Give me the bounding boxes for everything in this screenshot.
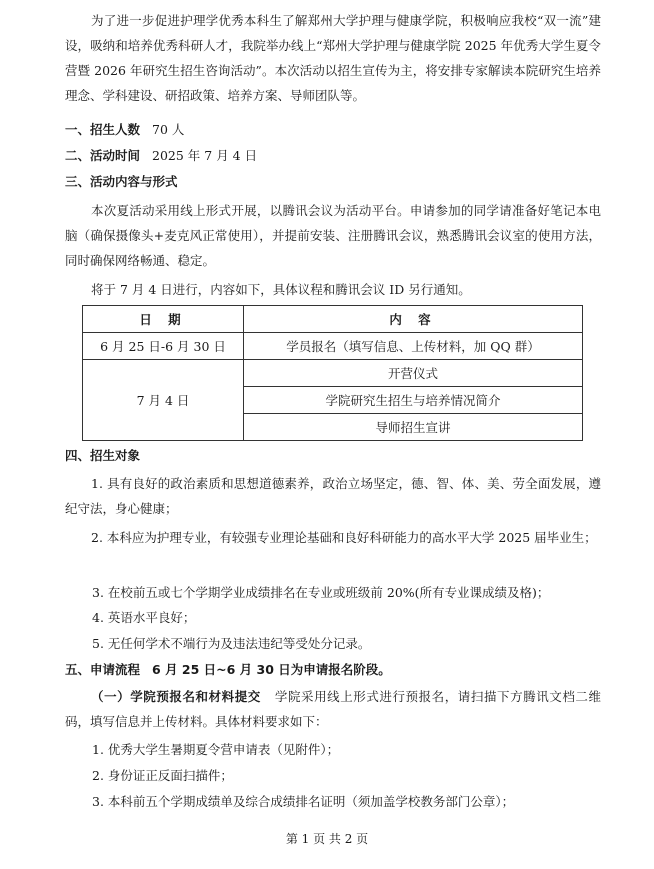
table-row xyxy=(83,360,583,387)
criteria-item: 5. 无任何学术不端行为及违法违纪等受处分记录。 xyxy=(92,636,371,651)
header-date: 日 期 xyxy=(83,306,244,333)
process-sub-title: （一）学院预报名和材料提交 xyxy=(91,689,261,704)
row1-content: 学员报名（填写信息、上传材料，加 QQ 群） xyxy=(244,333,583,360)
schedule-note: 将于 7 月 4 日进行，内容如下，具体议程和腾讯会议 ID 另行通知。 xyxy=(91,282,471,297)
section-time-title: 二、活动时间 xyxy=(65,148,141,163)
row2-item-3: 导师招生宣讲 xyxy=(244,414,583,441)
section-process xyxy=(65,660,391,680)
process-period: 6 月 25 日~6 月 30 日为申请报名阶段。 xyxy=(152,662,391,677)
section-target-title: 四、招生对象 xyxy=(65,448,141,463)
material-item: 2. 身份证正反面扫描件； xyxy=(92,768,233,783)
section-process-title: 五、申请流程 xyxy=(65,662,141,677)
activity-paragraph: 本次夏活动采用线上形式开展，以腾讯会议为活动平台。申请参加的同学请准备好笔记本电脑（确保摄像头+麦克风正常使用），并提前安装、注册腾讯会议，熟悉腾讯会议室的使用方法，同时确保网络畅通、稳定。 xyxy=(65,203,601,268)
row2-date: 7 月 4 日 xyxy=(83,360,244,441)
intro-paragraph: 为了进一步促进护理学优秀本科生了解郑州大学护理与健康学院，积极响应我校“双一流”建设，吸纳和培养优秀科研人才，我院举办线上“郑州大学护理与健康学院 2025 年优秀大学生夏令营暨 2026 年研究生招生咨询活动”。本次活动以招生宣传为主，将安排专家解读本院研究生培养理念、学科建设、研招政策、培养方案、导师团队等。 xyxy=(65,13,601,103)
material-item: 1. 优秀大学生暑期夏令营申请表（见附件）； xyxy=(92,742,340,757)
process-sub-text: 学院采用线上形式进行预报名，请扫描下方腾讯文档二维码，填写信息并上传材料。具体材料要求如下： xyxy=(65,689,601,729)
process-subsection xyxy=(65,684,601,734)
table-header-row xyxy=(83,306,583,333)
row2-item-1: 开营仪式 xyxy=(244,360,583,387)
enrollment-count: 70 人 xyxy=(152,122,185,137)
row2-item-2: 学院研究生招生与培养情况简介 xyxy=(244,387,583,414)
table-row xyxy=(83,333,583,360)
section-enrollment xyxy=(65,120,184,140)
section-enrollment-title: 一、招生人数 xyxy=(65,122,141,137)
header-content: 内 容 xyxy=(244,306,583,333)
section-time xyxy=(65,146,257,166)
material-item: 3. 本科前五个学期成绩单及综合成绩排名证明（须加盖学校教务部门公章）； xyxy=(92,794,515,809)
criteria-item: 1. 具有良好的政治素质和思想道德素养，政治立场坚定，德、智、体、美、劳全面发展，遵纪守法，身心健康； xyxy=(65,476,601,516)
page-footer: 第 1 页 共 2 页 xyxy=(285,832,369,846)
row1-date: 6 月 25 日-6 月 30 日 xyxy=(83,333,244,360)
schedule-table xyxy=(82,305,583,441)
criteria-item: 3. 在校前五或七个学期学业成绩排名在专业或班级前 20%(所有专业课成绩及格)； xyxy=(92,585,550,600)
criteria-item: 2. 本科应为护理专业，有较强专业理论基础和良好科研能力的高水平大学 2025 届毕业生； xyxy=(91,530,597,545)
activity-date: 2025 年 7 月 4 日 xyxy=(152,148,258,163)
section-content-title: 三、活动内容与形式 xyxy=(65,174,178,189)
criteria-item: 4. 英语水平良好； xyxy=(92,610,196,625)
